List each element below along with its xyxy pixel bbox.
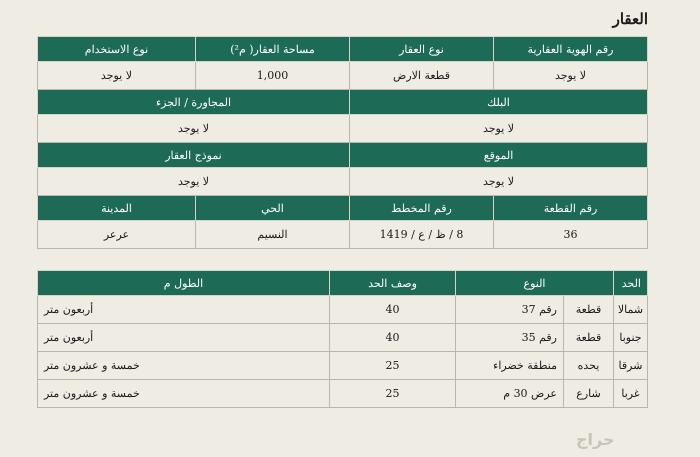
- boundary-type: قطعة: [564, 324, 614, 352]
- boundary-length-text: أربعون متر: [37, 296, 329, 324]
- property-table: [37, 36, 648, 249]
- boundary-side: غربا: [614, 380, 648, 408]
- boundaries-header-row: [37, 271, 647, 296]
- boundary-type: يحده: [564, 352, 614, 380]
- boundary-row: [37, 380, 647, 408]
- boundary-side: شمالا: [614, 296, 648, 324]
- boundary-row: [37, 324, 647, 352]
- neighbor-header: المجاورة / الجزء: [37, 90, 349, 115]
- property-area-value: 1,000: [195, 62, 349, 90]
- neighbor-value: لا يوجد: [37, 115, 349, 143]
- location-value: لا يوجد: [350, 168, 648, 196]
- boundary-length-text: خمسة و عشرون متر: [37, 352, 329, 380]
- boundary-description: رقم 35: [455, 324, 563, 352]
- boundary-row: [37, 296, 647, 324]
- block-value: لا يوجد: [350, 115, 648, 143]
- length-header: الطول م: [37, 271, 329, 296]
- description-header: وصف الحد: [329, 271, 455, 296]
- usage-type-header: نوع الاستخدام: [37, 37, 195, 62]
- property-id-header: رقم الهوية العقارية: [494, 37, 648, 62]
- boundary-type: شارع: [564, 380, 614, 408]
- plot-value-row: [37, 221, 647, 249]
- plot-number-header: رقم القطعة: [494, 196, 648, 221]
- property-header-row: [37, 37, 647, 62]
- boundary-length: 40: [329, 324, 455, 352]
- city-header: المدينة: [37, 196, 195, 221]
- district-value: النسيم: [195, 221, 349, 249]
- block-header: البلك: [350, 90, 648, 115]
- property-type-value: قطعة الارض: [350, 62, 494, 90]
- boundary-description: عرض 30 م: [455, 380, 563, 408]
- boundaries-table: [37, 270, 648, 408]
- boundary-row: [37, 352, 647, 380]
- boundary-type: قطعة: [564, 296, 614, 324]
- block-value-row: [37, 115, 647, 143]
- city-value: عرعر: [37, 221, 195, 249]
- boundary-length: 25: [329, 352, 455, 380]
- usage-type-value: لا يوجد: [37, 62, 195, 90]
- property-area-header: مساحة العقار( م²): [195, 37, 349, 62]
- boundary-side: شرقا: [614, 352, 648, 380]
- plot-header-row: [37, 196, 647, 221]
- model-header: نموذج العقار: [37, 143, 349, 168]
- boundary-length: 25: [329, 380, 455, 408]
- plot-number-value: 36: [494, 221, 648, 249]
- property-id-value: لا يوجد: [494, 62, 648, 90]
- page-title: العقار: [612, 10, 648, 28]
- boundary-side: جنوبا: [614, 324, 648, 352]
- location-header-row: [37, 143, 647, 168]
- type-header: النوع: [455, 271, 613, 296]
- block-header-row: [37, 90, 647, 115]
- property-type-header: نوع العقار: [350, 37, 494, 62]
- boundary-description: رقم 37: [455, 296, 563, 324]
- boundary-length-text: أربعون متر: [37, 324, 329, 352]
- boundary-description: منطقة خضراء: [455, 352, 563, 380]
- scheme-number-header: رقم المخطط: [350, 196, 494, 221]
- location-value-row: [37, 168, 647, 196]
- location-header: الموقع: [350, 143, 648, 168]
- side-header: الحد: [614, 271, 648, 296]
- model-value: لا يوجد: [37, 168, 349, 196]
- watermark-logo: حراج: [576, 430, 615, 449]
- boundary-length: 40: [329, 296, 455, 324]
- scheme-number-value: 8 / ظ / ع / 1419: [350, 221, 494, 249]
- boundary-length-text: خمسة و عشرون متر: [37, 380, 329, 408]
- district-header: الحي: [195, 196, 349, 221]
- property-value-row: [37, 62, 647, 90]
